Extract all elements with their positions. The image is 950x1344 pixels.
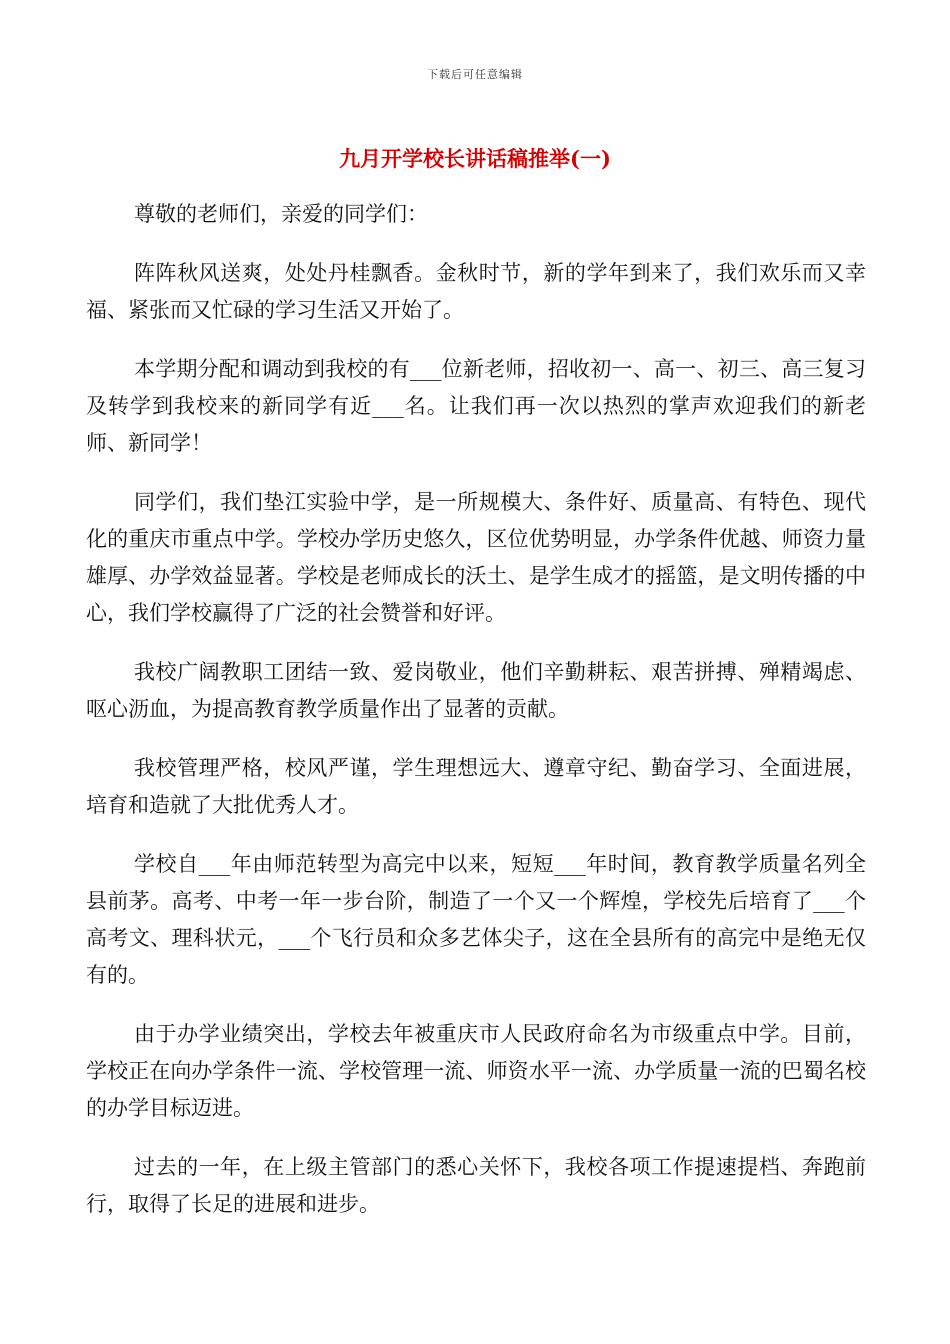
paragraph: 我校管理严格，校风严谨，学生理想远大、遵章守纪、勤奋学习、全面进展，培育和造就了大批优秀人才。 — [86, 756, 866, 817]
paragraph-salutation: 尊敬的老师们，亲爱的同学们： — [134, 202, 428, 226]
paragraph: 过去的一年，在上级主管部门的悉心关怀下，我校各项工作提速提档、奔跑前行，取得了长足的进展和进步。 — [86, 1155, 866, 1216]
paragraph: 同学们，我们垫江实验中学，是一所规模大、条件好、质量高、有特色、现代化的重庆市重点中学。学校办学历史悠久，区位优势明显，办学条件优越、师资力量雄厚、办学效益显著。学校是老师成长的沃土、是学生成才的摇篮，是文明传播的中心，我们学校赢得了广泛的社会赞誉和好评。 — [86, 490, 866, 625]
paragraph: 学校自___年由师范转型为高完中以来，短短___年时间，教育教学质量名列全县前茅。高考、中考一年一步台阶，制造了一个又一个辉煌，学校先后培育了___个高考文、理科状元，___个飞行员和众多艺体尖子，这在全县所有的高完中是绝无仅有的。 — [86, 852, 866, 987]
paragraph: 由于办学业绩突出，学校去年被重庆市人民政府命名为市级重点中学。目前，学校正在向办学条件一流、学校管理一流、师资水平一流、办学质量一流的巴蜀名校的办学目标迈进。 — [86, 1022, 866, 1120]
paragraph: 我校广阔教职工团结一致、爱岗敬业，他们辛勤耕耘、艰苦拼搏、殚精竭虑、呕心沥血，为提高教育教学质量作出了显著的贡献。 — [86, 660, 866, 721]
document-body — [86, 196, 866, 1245]
paragraph: 阵阵秋风送爽，处处丹桂飘香。金秋时节，新的学年到来了，我们欢乐而又幸福、紧张而又忙碌的学习生活又开始了。 — [86, 261, 866, 322]
header-note: 下载后可任意编辑 — [427, 68, 523, 81]
document-title: 九月开学校长讲话稿推举(一) — [339, 146, 611, 171]
paragraph: 本学期分配和调动到我校的有___位新老师，招收初一、高一、初三、高三复习及转学到我校来的新同学有近___名。让我们再一次以热烈的掌声欢迎我们的新老师、新同学！ — [86, 357, 866, 455]
